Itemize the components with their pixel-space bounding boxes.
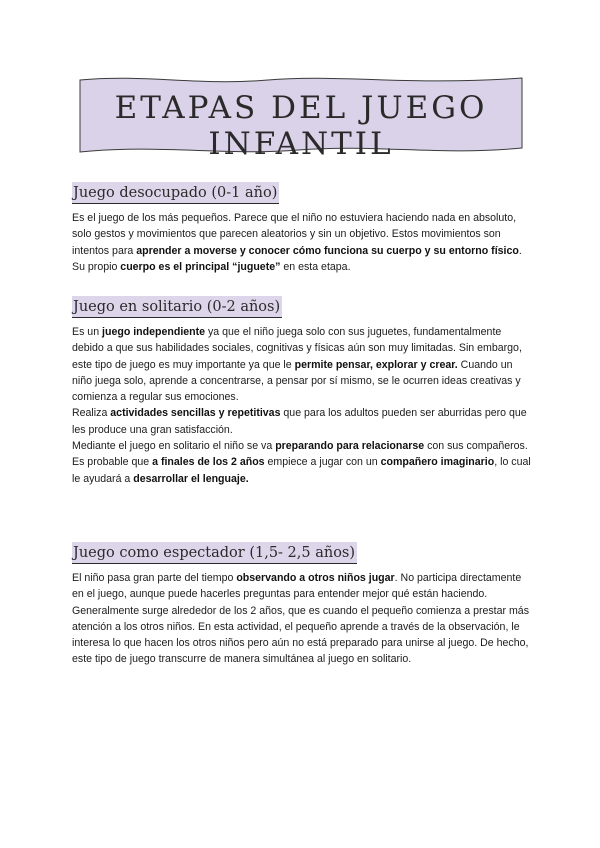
text: Es un xyxy=(72,326,103,338)
section-body xyxy=(72,324,534,487)
text: Cuando un niño juega solo, aprende a concentrarse, a pensar por sí mismo, se le ocurren ideas creativas y comienza a regular sus emociones. xyxy=(72,358,521,404)
text: . No participa directamente en el juego, aunque puede hacerles preguntas para entender mejor qué están haciendo. xyxy=(72,572,522,601)
text: Realiza xyxy=(72,407,111,420)
paragraph xyxy=(72,324,534,405)
title-banner xyxy=(78,72,524,162)
text: empiece a jugar con un xyxy=(264,456,381,469)
bold-text: cuerpo es el principal “juguete” xyxy=(120,260,281,273)
paragraph xyxy=(72,405,534,438)
section-body xyxy=(72,210,534,275)
section-body xyxy=(72,570,534,668)
bold-text: desarrollar el lenguaje. xyxy=(133,472,249,485)
paragraph xyxy=(72,570,534,603)
text: Es el juego de los más pequeños. Parece que el niño no estuviera haciendo nada en absoluto, solo gestos y movimientos que parecen aleatorios y sin un objetivo. Estos movimientos son intentos para xyxy=(72,212,517,257)
text: en esta etapa. xyxy=(280,260,351,273)
bold-text: permite pensar, explorar y crear. xyxy=(294,358,458,371)
section-juego-desocupado xyxy=(72,182,534,275)
section-juego-en-solitario xyxy=(72,296,534,487)
text: , lo cual le ayudará a xyxy=(72,456,531,485)
text: Generalmente surge alrededor de los 2 años, que es cuando el pequeño comienza a prestar más atención a los otros niños. En esta actividad, el pequeño aprende a través de la observación, le interesa lo que hacen los otros niños pero aún no está preparado para unirse al juego. De hecho, este tipo de juego transcurre de manera simultánea al juego en solitario. xyxy=(72,604,529,666)
text: El niño pasa gran parte del tiempo xyxy=(72,572,237,584)
text: Mediante el juego en solitario el niño se va xyxy=(72,440,276,453)
section-heading: Juego desocupado (0-1 año) xyxy=(72,182,279,204)
paragraph xyxy=(72,438,534,454)
paragraph xyxy=(72,454,534,487)
text: que para los adultos pueden ser aburridas pero que les produce una gran satisfacción. xyxy=(72,407,527,436)
bold-text: a finales de los 2 años xyxy=(152,456,265,469)
bold-text: actividades sencillas y repetitivas xyxy=(110,407,281,420)
bold-text: juego independiente xyxy=(102,326,206,338)
text: ya que el niño juega solo con sus juguetes, fundamentalmente debido a que sus habilidades sociales, cognitivas y físicas aún son muy limitadas. Sin embargo, este tipo de juego es muy importante ya que le xyxy=(72,326,522,371)
bold-text: observando a otros niños jugar xyxy=(236,572,395,584)
text: con sus compañeros. xyxy=(424,440,528,453)
page-title: ETAPAS DEL JUEGO INFANTIL xyxy=(114,90,488,162)
section-heading: Juego como espectador (1,5- 2,5 años) xyxy=(72,542,357,564)
section-heading: Juego en solitario (0-2 años) xyxy=(72,296,282,318)
section-juego-como-espectador xyxy=(72,542,534,668)
bold-text: compañero imaginario xyxy=(380,456,495,469)
bold-text: preparando para relacionarse xyxy=(275,440,425,453)
bold-text: aprender a moverse y conocer cómo funciona su cuerpo y su entorno físico xyxy=(136,244,519,257)
text: Es probable que xyxy=(72,456,153,469)
text: . Su propio xyxy=(72,244,522,273)
paragraph xyxy=(72,603,534,668)
paragraph xyxy=(72,210,534,275)
